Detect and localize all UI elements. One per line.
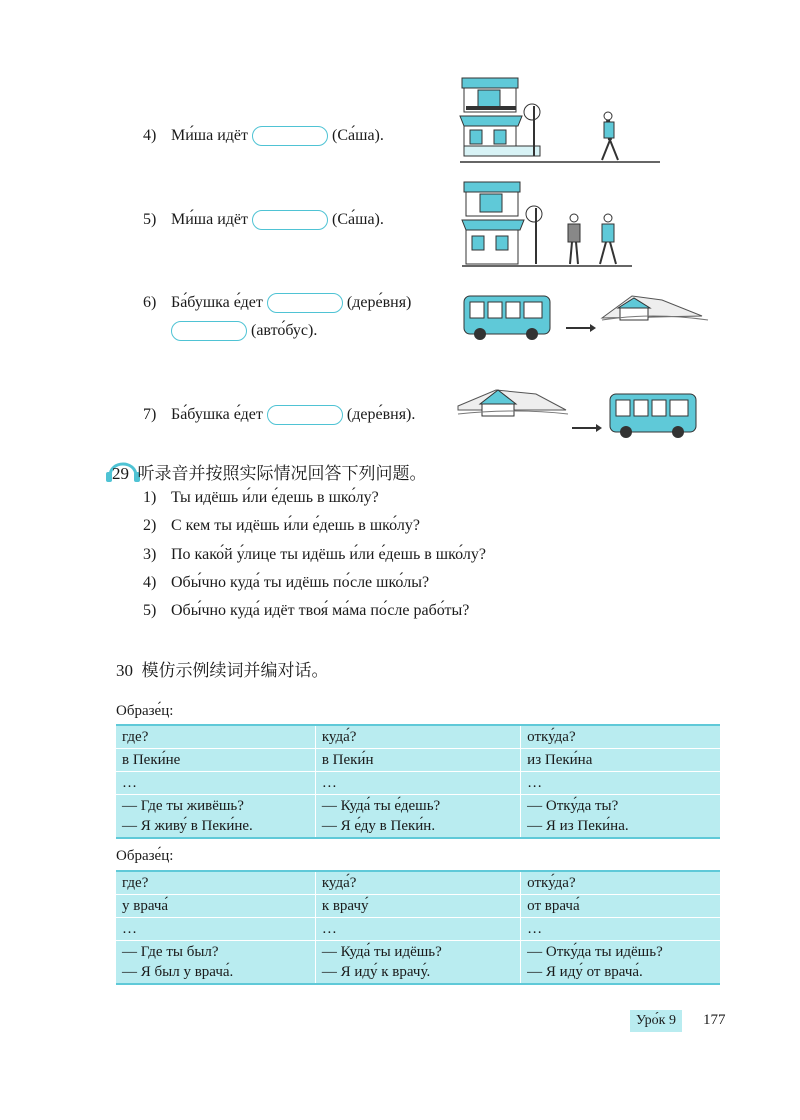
question-1: 1) Ты идёшь и́ли е́дешь в шко́лу?: [143, 489, 379, 506]
question-3: 3) По како́й у́лице ты идёшь и́ли е́дешь в шко́лу?: [143, 546, 486, 563]
lesson-tag: Уро́к 9: [630, 1010, 682, 1032]
page-number: 177: [703, 1012, 726, 1028]
answer-blank[interactable]: [171, 321, 247, 341]
exercise-29-title: 29 听录音并按照实际情况回答下列问题。: [112, 464, 427, 483]
exercise-item-4: 4) Ми́ша идёт (Са́ша).: [143, 126, 384, 146]
exercise-item-5: 5) Ми́ша идёт (Са́ша).: [143, 210, 384, 230]
table-row: где? куда́? отку́да?: [116, 871, 720, 895]
question-2: 2) С кем ты идёшь и́ли е́дешь в шко́лу?: [143, 517, 421, 534]
question-5: 5) Обы́чно куда́ идёт твоя́ ма́ма по́сле рабо́ты?: [143, 602, 470, 619]
sample-label: Образе́ц:: [116, 703, 174, 719]
village-to-bus-illustration: [456, 384, 718, 440]
answer-blank[interactable]: [252, 126, 328, 146]
table-row: — Где ты живёшь? — Я живу́ в Пеки́не. — Куда́ ты е́дешь? — Я е́ду в Пеки́н. — Отку́да ты? — Я из Пеки́на.: [116, 795, 720, 839]
table-row: где? куда́? отку́да?: [116, 725, 720, 749]
answer-blank[interactable]: [267, 293, 343, 313]
sample-table-2: [116, 870, 720, 985]
exercise-item-6-line2: (авто́бус).: [167, 321, 317, 341]
table-row: у врача́ к врачу́ от врача́: [116, 895, 720, 918]
exercise-30-title: 30 模仿示例续词并编对话。: [116, 661, 329, 680]
exercise-item-6: 6) Ба́бушка е́дет (дере́вня): [143, 293, 411, 313]
table-row: в Пеки́не в Пеки́н из Пеки́на: [116, 749, 720, 772]
exercise-item-7: 7) Ба́бушка е́дет (дере́вня).: [143, 405, 415, 425]
table-row: … … …: [116, 772, 720, 795]
sample-table-1: [116, 724, 720, 839]
house-two-people-illustration: [462, 180, 632, 268]
sample-label: Образе́ц:: [116, 848, 174, 864]
house-walking-away-illustration: [460, 76, 660, 168]
question-4: 4) Обы́чно куда́ ты идёшь по́сле шко́лы?: [143, 574, 430, 591]
answer-blank[interactable]: [252, 210, 328, 230]
table-row: — Где ты был? — Я был у врача́. — Куда́ ты идёшь? — Я иду́ к врачу́. — Отку́да ты идёшь? — Я иду́ от врача́.: [116, 941, 720, 985]
bus-to-village-illustration: [462, 288, 712, 344]
table-row: … … …: [116, 918, 720, 941]
answer-blank[interactable]: [267, 405, 343, 425]
